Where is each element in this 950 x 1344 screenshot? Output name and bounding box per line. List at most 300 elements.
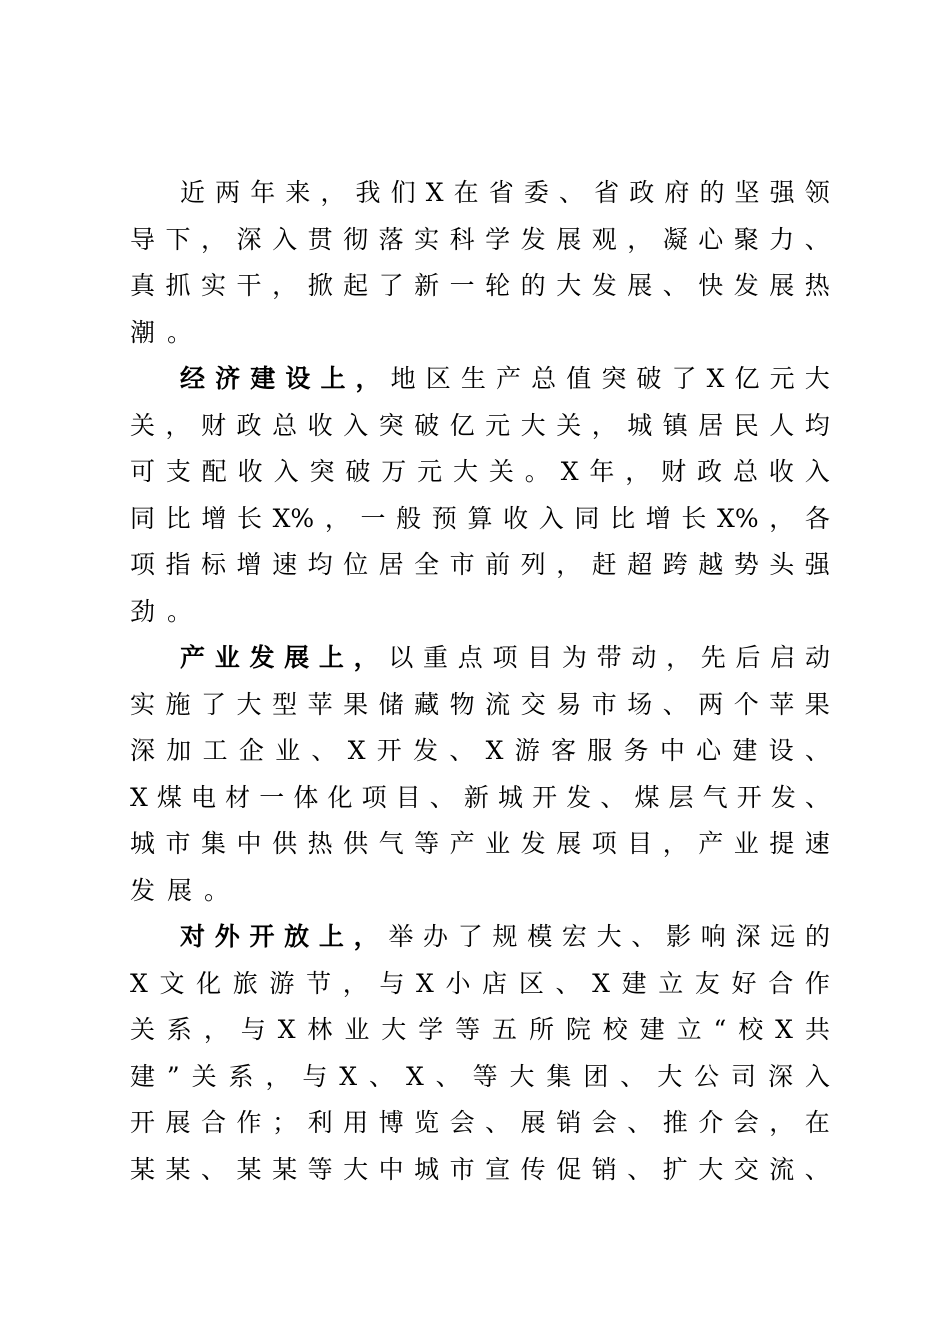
text-char: 某 <box>272 1154 298 1184</box>
text-char: 物 <box>449 689 475 719</box>
text-char: 深 <box>767 1061 793 1091</box>
text-char: 比 <box>610 503 636 533</box>
text-char: X <box>405 1061 424 1091</box>
text-char: 实 <box>130 689 156 719</box>
document-body <box>130 170 830 1193</box>
text-line: 发展。 <box>130 875 242 905</box>
text-char: 游 <box>514 736 540 765</box>
text-char: 市 <box>591 689 617 719</box>
text-char: 、 <box>201 1154 227 1184</box>
text-char: 交 <box>733 1154 759 1184</box>
text-char: 在 <box>804 1108 830 1137</box>
text-char: 业 <box>485 829 511 858</box>
text-char: 作 <box>804 968 830 998</box>
text-char: ， <box>625 457 651 486</box>
text-char: ， <box>201 224 227 254</box>
text-char: 深 <box>130 736 156 765</box>
text-char: 大 <box>509 1061 535 1091</box>
text-char: 集 <box>546 1061 572 1091</box>
text-char: 发 <box>591 271 617 300</box>
lead-char: ， <box>353 643 379 672</box>
text-char: 产 <box>449 829 475 858</box>
text-line: 潮。 <box>130 317 205 347</box>
text-char: 两 <box>698 689 724 719</box>
text-char: 会 <box>733 1108 759 1137</box>
text-char: 城 <box>498 782 524 812</box>
text-char: 校 <box>602 1015 628 1044</box>
text-line <box>130 1054 830 1101</box>
text-char: 了 <box>201 689 227 719</box>
text-char: 大 <box>343 1154 369 1184</box>
text-char: 实 <box>201 271 227 300</box>
text-char: 扩 <box>662 1154 688 1184</box>
text-char: 强 <box>769 178 795 207</box>
text-char: 促 <box>556 1154 582 1184</box>
text-char: 规 <box>492 922 518 951</box>
lead-char: 上 <box>318 922 344 951</box>
text-char: 苹 <box>769 689 795 719</box>
text-char: 友 <box>694 968 720 998</box>
text-char: 果 <box>343 689 369 719</box>
text-char: 、 <box>555 968 581 998</box>
text-char: 、 <box>804 1154 830 1184</box>
text-char: 落 <box>378 224 404 254</box>
text-char: 林 <box>307 1015 333 1044</box>
text-char: X <box>277 1015 296 1044</box>
text-char: 中 <box>378 1154 404 1184</box>
text-char: 博 <box>378 1108 404 1137</box>
text-char: 地 <box>390 364 416 393</box>
text-char: 热 <box>307 829 333 858</box>
text-char: 先 <box>700 643 726 672</box>
text-char: 建 <box>732 736 758 765</box>
text-char: 产 <box>698 829 724 858</box>
text-char: 长 <box>681 503 707 533</box>
text-char: 府 <box>664 178 690 207</box>
text-char: 一 <box>449 271 475 300</box>
text-char: 响 <box>700 922 726 951</box>
text-char: 心 <box>698 224 724 254</box>
text-char: 关 <box>191 1061 217 1091</box>
text-char: 均 <box>307 550 333 579</box>
text-char: 各 <box>804 503 830 533</box>
text-char: 共 <box>804 1015 830 1044</box>
text-char: 推 <box>662 1108 688 1137</box>
text-char: 学 <box>485 224 511 254</box>
text-line <box>130 403 830 450</box>
text-char: 大 <box>556 271 582 300</box>
text-char: X <box>416 968 434 998</box>
text-char: 开 <box>736 782 762 812</box>
text-char: ， <box>769 503 795 533</box>
text-char: 万 <box>381 457 407 486</box>
paragraph-intro <box>130 170 830 356</box>
text-char: 游 <box>269 968 295 998</box>
text-char: 破 <box>636 364 662 393</box>
text-char: 会 <box>591 1108 617 1137</box>
text-char: 场 <box>627 689 653 719</box>
text-char: 型 <box>272 689 298 719</box>
text-char: 化 <box>327 782 353 812</box>
text-char: 举 <box>388 922 414 951</box>
text-line <box>130 170 830 217</box>
text-char: 开 <box>532 782 558 812</box>
text-char: 立 <box>658 968 684 998</box>
text-char: 易 <box>556 689 582 719</box>
text-char: 务 <box>623 736 649 765</box>
text-char: 强 <box>804 550 830 579</box>
text-char: 支 <box>165 457 191 486</box>
text-char: 入 <box>272 224 298 254</box>
text-char: 与 <box>240 1015 266 1044</box>
text-char: 业 <box>344 1015 370 1044</box>
text-char: 供 <box>343 829 369 858</box>
text-char: 发 <box>566 782 592 812</box>
text-char: 建 <box>621 968 647 998</box>
text-char: 某 <box>130 1154 156 1184</box>
text-char: 亿 <box>449 410 475 440</box>
lead-char: 建 <box>250 364 276 393</box>
text-char: 越 <box>698 550 724 579</box>
text-char: 流 <box>485 689 511 719</box>
text-char: 、 <box>627 1108 653 1137</box>
text-char: ， <box>165 410 191 440</box>
lead-char: 上 <box>318 643 344 672</box>
text-char: 年 <box>589 457 615 486</box>
text-char: 气 <box>378 829 404 858</box>
text-char: 全 <box>414 550 440 579</box>
text-char: 小 <box>445 968 471 998</box>
text-char: 收 <box>503 503 529 533</box>
text-char: 带 <box>596 643 622 672</box>
text-char: 的 <box>804 922 830 951</box>
text-char: 收 <box>237 457 263 486</box>
text-char: 总 <box>272 410 298 440</box>
text-char: 动 <box>804 643 830 672</box>
text-char: 果 <box>804 689 830 719</box>
text-char: 交 <box>520 689 546 719</box>
text-char: 、 <box>620 1061 646 1091</box>
text-char: 、 <box>311 736 337 765</box>
text-char: 层 <box>668 782 694 812</box>
text-char: 入 <box>538 503 564 533</box>
text-char: 。 <box>524 457 550 486</box>
text-char: 化 <box>196 968 222 998</box>
text-char: X <box>560 457 579 486</box>
text-char: 苹 <box>307 689 333 719</box>
text-char: 发 <box>770 782 796 812</box>
text-char: 、 <box>435 1061 461 1091</box>
text-char: 起 <box>343 271 369 300</box>
text-char: 影 <box>666 922 692 951</box>
text-char: ， <box>265 1061 291 1091</box>
text-char: 收 <box>768 457 794 486</box>
text-char: X <box>425 178 444 207</box>
text-char: 、 <box>804 224 830 254</box>
text-char: 值 <box>566 364 592 393</box>
text-char: 后 <box>735 643 761 672</box>
text-char: 标 <box>201 550 227 579</box>
text-char: 施 <box>165 689 191 719</box>
text-char: 为 <box>561 643 587 672</box>
text-char: ” <box>166 1061 180 1091</box>
text-char: 宣 <box>485 1154 511 1184</box>
text-char: 点 <box>457 643 483 672</box>
text-char: 开 <box>376 736 402 765</box>
text-char: X <box>485 736 504 765</box>
text-char: 合 <box>201 1108 227 1137</box>
text-char: X% <box>717 503 759 533</box>
text-char: 设 <box>768 736 794 765</box>
text-char: 气 <box>702 782 728 812</box>
text-char: 观 <box>591 224 617 254</box>
lead-char: 展 <box>284 643 310 672</box>
text-char: 民 <box>733 410 759 440</box>
lead-char: 放 <box>284 922 310 951</box>
text-line <box>130 496 830 543</box>
text-char: 了 <box>378 271 404 300</box>
text-char: X <box>775 1015 793 1044</box>
text-char: 速 <box>272 550 298 579</box>
text-char: 加 <box>166 736 192 765</box>
text-char: 大 <box>698 1154 724 1184</box>
text-char: 集 <box>201 829 227 858</box>
text-char: 近 <box>180 178 206 207</box>
text-char: 列 <box>520 550 546 579</box>
text-char: 宏 <box>561 922 587 951</box>
text-char: 、 <box>369 1061 395 1091</box>
text-char: 人 <box>769 410 795 440</box>
text-char: 企 <box>238 736 264 765</box>
text-char: ， <box>556 550 582 579</box>
text-char: 关 <box>130 1015 156 1044</box>
text-char: 总 <box>732 457 758 486</box>
text-char: 凝 <box>662 224 688 254</box>
text-char: 预 <box>431 503 457 533</box>
lead-char: ， <box>353 922 379 951</box>
text-char: 前 <box>485 550 511 579</box>
text-char: 流 <box>769 1154 795 1184</box>
text-char: 区 <box>518 968 544 998</box>
text-char: 、 <box>662 271 688 300</box>
lead-char: 对 <box>180 922 206 951</box>
text-char: 等 <box>414 829 440 858</box>
text-char: 系 <box>166 1015 192 1044</box>
text-char: 了 <box>457 922 483 951</box>
text-char: 入 <box>804 1061 830 1091</box>
text-char: 掀 <box>307 271 333 300</box>
text-char: 财 <box>201 410 227 440</box>
text-char: 等 <box>455 1015 481 1044</box>
text-char: 势 <box>733 550 759 579</box>
text-char: 入 <box>343 410 369 440</box>
text-char: X <box>706 364 725 393</box>
text-char: 销 <box>591 1154 617 1184</box>
text-char: 城 <box>130 829 156 858</box>
text-char: 项 <box>492 643 518 672</box>
text-char: 店 <box>482 968 508 998</box>
text-char: 一 <box>360 503 386 533</box>
text-char: 一 <box>259 782 285 812</box>
text-char: 元 <box>769 364 795 393</box>
text-char: 政 <box>697 457 723 486</box>
text-line: 劲。 <box>130 596 205 626</box>
text-line <box>130 356 830 403</box>
text-char: 业 <box>275 736 301 765</box>
text-char: 省 <box>488 178 514 207</box>
text-char: 发 <box>733 271 759 300</box>
text-char: 城 <box>627 410 653 440</box>
text-char: 真 <box>130 271 156 300</box>
text-char: 收 <box>307 410 333 440</box>
text-char: 破 <box>345 457 371 486</box>
text-char: 、 <box>485 1108 511 1137</box>
text-char: 入 <box>804 457 830 486</box>
text-char: X <box>339 1061 358 1091</box>
text-char: 等 <box>472 1061 498 1091</box>
text-char: 团 <box>583 1061 609 1091</box>
text-char: 深 <box>236 224 262 254</box>
text-char: 指 <box>165 550 191 579</box>
text-char: 新 <box>414 271 440 300</box>
text-char: 委 <box>523 178 549 207</box>
text-char: 传 <box>520 1154 546 1184</box>
text-char: 头 <box>769 550 795 579</box>
text-char: 业 <box>733 829 759 858</box>
text-char: 展 <box>556 224 582 254</box>
text-char: 的 <box>699 178 725 207</box>
text-char: 动 <box>631 643 657 672</box>
text-char: 同 <box>574 503 600 533</box>
text-char: 目 <box>395 782 421 812</box>
text-char: 、 <box>627 1154 653 1184</box>
text-char: 电 <box>191 782 217 812</box>
text-char: 亿 <box>734 364 760 393</box>
text-char: 大 <box>453 457 479 486</box>
text-char: 公 <box>694 1061 720 1091</box>
text-char: 发 <box>520 829 546 858</box>
text-char: 展 <box>627 271 653 300</box>
text-char: 、 <box>804 736 830 765</box>
text-char: 抓 <box>165 271 191 300</box>
text-char: 突 <box>309 457 335 486</box>
text-char: 大 <box>804 364 830 393</box>
text-char: 、 <box>631 922 657 951</box>
text-char: 们 <box>390 178 416 207</box>
lead-char: 发 <box>249 643 275 672</box>
text-char: ， <box>272 271 298 300</box>
text-char: 与 <box>379 968 405 998</box>
text-char: 、 <box>600 782 626 812</box>
text-char: X <box>130 782 148 812</box>
text-line <box>130 1147 830 1194</box>
text-char: 入 <box>273 457 299 486</box>
text-char: 个 <box>733 689 759 719</box>
paragraph-opening-up <box>130 914 830 1193</box>
text-char: 合 <box>768 968 794 998</box>
text-char: 服 <box>587 736 613 765</box>
text-char: 大 <box>596 922 622 951</box>
text-char: 增 <box>645 503 671 533</box>
text-char: 市 <box>449 1154 475 1184</box>
text-char: 轮 <box>485 271 511 300</box>
text-char: 居 <box>698 410 724 440</box>
text-char: ， <box>342 968 368 998</box>
text-char: 立 <box>676 1015 702 1044</box>
text-char: 长 <box>236 503 262 533</box>
text-char: 重 <box>423 643 449 672</box>
text-char: ， <box>324 503 350 533</box>
text-char: 中 <box>659 736 685 765</box>
text-char: 我 <box>355 178 381 207</box>
text-char: 区 <box>425 364 451 393</box>
text-char: 领 <box>804 178 830 207</box>
text-line <box>130 775 830 822</box>
text-char: 提 <box>769 829 795 858</box>
text-line <box>130 961 830 1008</box>
text-char: 发 <box>413 736 439 765</box>
text-char: 彻 <box>343 224 369 254</box>
text-char: X <box>592 968 610 998</box>
text-char: 赶 <box>591 550 617 579</box>
text-char: 煤 <box>156 782 182 812</box>
text-char: 介 <box>698 1108 724 1137</box>
paragraph-economy <box>130 356 830 635</box>
text-char: 大 <box>236 689 262 719</box>
lead-char: 济 <box>215 364 241 393</box>
paragraph-industry <box>130 635 830 914</box>
text-char: ， <box>627 224 653 254</box>
text-char: 聚 <box>733 224 759 254</box>
text-char: 两 <box>215 178 241 207</box>
text-char: 干 <box>236 271 262 300</box>
text-char: ， <box>666 643 692 672</box>
text-char: ， <box>769 1108 795 1137</box>
text-char: 项 <box>591 829 617 858</box>
text-char: 力 <box>769 224 795 254</box>
text-char: 增 <box>236 550 262 579</box>
text-char: 省 <box>594 178 620 207</box>
text-char: 同 <box>130 503 156 533</box>
lead-char: 外 <box>214 922 240 951</box>
text-char: 学 <box>418 1015 444 1044</box>
text-char: 展 <box>165 1108 191 1137</box>
text-char: ， <box>320 178 346 207</box>
text-char: 用 <box>343 1108 369 1137</box>
text-char: 中 <box>236 829 262 858</box>
text-line <box>130 1007 830 1054</box>
text-char: 作 <box>236 1108 262 1137</box>
text-char: 校 <box>738 1015 764 1044</box>
text-line <box>130 1100 830 1147</box>
text-char: 速 <box>804 829 830 858</box>
text-char: 销 <box>556 1108 582 1137</box>
text-char: 均 <box>804 410 830 440</box>
text-char: 利 <box>307 1108 333 1137</box>
text-char: 目 <box>527 643 553 672</box>
text-char: 大 <box>657 1061 683 1091</box>
text-char: 深 <box>735 922 761 951</box>
text-char: ， <box>662 829 688 858</box>
text-char: 居 <box>378 550 404 579</box>
text-char: 下 <box>165 224 191 254</box>
text-char: 年 <box>250 178 276 207</box>
text-char: 五 <box>492 1015 518 1044</box>
text-char: 镇 <box>662 410 688 440</box>
text-char: 市 <box>449 550 475 579</box>
text-char: 大 <box>381 1015 407 1044</box>
text-char: 文 <box>159 968 185 998</box>
